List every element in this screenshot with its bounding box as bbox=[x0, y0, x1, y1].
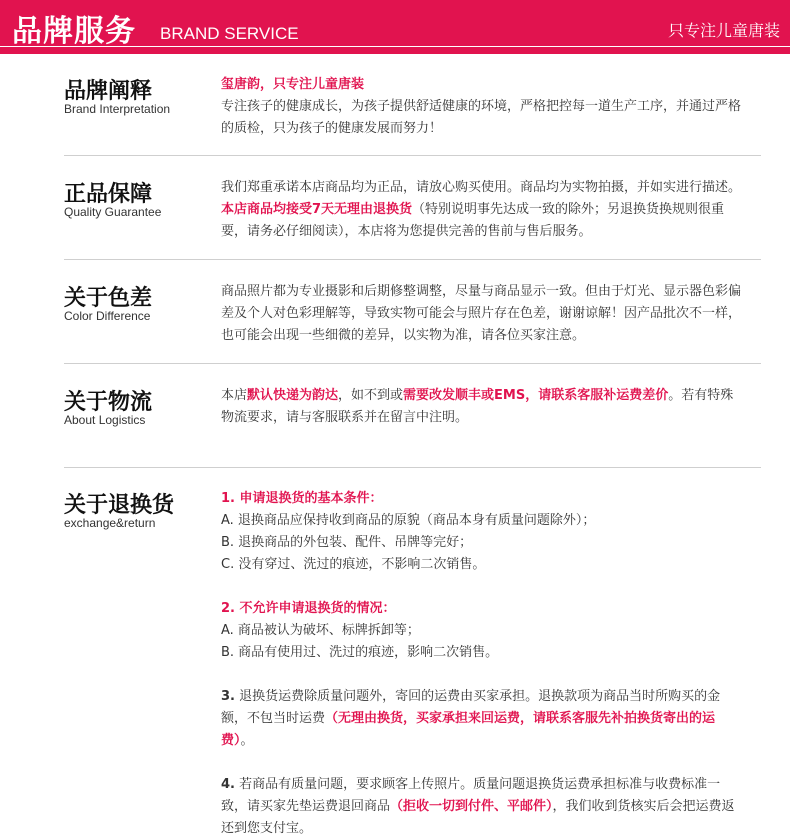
section-title: 正品保障 bbox=[64, 182, 153, 207]
section-body bbox=[221, 177, 741, 243]
exchange-item: A. 退换商品应保持收到商品的原貌（商品本身有质量问题除外）； bbox=[221, 513, 596, 528]
exchange-heading-1: 1. 申请退换货的基本条件： bbox=[221, 491, 383, 506]
quality-highlight: 本店商品均接受7天无理由退换货 bbox=[221, 202, 413, 217]
section-subtitle: Quality Guarantee bbox=[64, 205, 162, 219]
divider bbox=[64, 155, 761, 156]
logistics-highlight-1: 默认快递为韵达 bbox=[247, 388, 339, 403]
paragraph-highlight: （拒收一切到付件、平邮件） bbox=[390, 799, 553, 814]
section-logistics bbox=[64, 385, 761, 445]
section-body bbox=[221, 74, 741, 140]
exchange-item: A. 商品被认为破坏、标牌拆卸等； bbox=[221, 623, 420, 638]
section-body bbox=[221, 488, 741, 840]
paragraph-highlight: （无理由换货，买家承担来回运费，请联系客服先补拍换货寄出的运费） bbox=[221, 711, 716, 748]
banner-slogan: 只专注儿童唐装 bbox=[667, 21, 780, 40]
exchange-item: B. 商品有使用过、洗过的痕迹，影响二次销售。 bbox=[221, 645, 499, 660]
brand-headline: 玺唐韵，只专注儿童唐装 bbox=[221, 77, 365, 92]
section-subtitle: exchange&return bbox=[64, 516, 156, 530]
banner-inner bbox=[0, 0, 790, 47]
section-body bbox=[221, 385, 741, 429]
section-body: 商品照片都为专业摄影和后期修整调整，尽量与商品显示一致。但由于灯光、显示器色彩偏差及个人对色彩理解等，导致实物可能会与照片存在色差，谢谢谅解！因产品批次不一样，也可能会出现一些细微的差异，以实物为准，请各位买家注意。 bbox=[221, 284, 742, 343]
divider bbox=[64, 363, 761, 364]
section-color bbox=[64, 281, 761, 351]
section-quality bbox=[64, 177, 761, 247]
banner-title-cn: 品牌服务 bbox=[12, 14, 136, 49]
quality-text-2: （特别说明事先达成一致的除外；另退换货换规则很重要，请务必仔细阅读），本店将为您提供完善的售前与售后服务。 bbox=[221, 202, 725, 239]
section-title: 关于退换货 bbox=[64, 493, 175, 518]
exchange-paragraph-3 bbox=[221, 686, 741, 752]
logistics-text-2: ，如不到或 bbox=[338, 388, 404, 403]
exchange-item: B. 退换商品的外包装、配件、吊牌等完好； bbox=[221, 535, 473, 550]
paragraph-text: 若商品有质量问题，要求顾客上传照片。质量问题退换货运费承担标准与收费标准一致，请买家先垫运费退回商品 bbox=[221, 777, 721, 814]
section-title: 品牌阐释 bbox=[64, 79, 153, 104]
divider bbox=[64, 467, 761, 468]
section-brand bbox=[64, 74, 761, 144]
logistics-highlight-2: 需要改发顺丰或EMS，请联系客服补运费差价 bbox=[403, 388, 669, 403]
banner-title-en: BRAND SERVICE bbox=[160, 24, 299, 43]
logistics-text-1: 本店 bbox=[221, 388, 248, 403]
exchange-paragraph-4 bbox=[221, 774, 741, 840]
brand-text: 专注孩子的健康成长，为孩子提供舒适健康的环境，严格把控每一道生产工序，并通过严格的质检，只为孩子的健康发展而努力！ bbox=[221, 99, 742, 136]
exchange-heading-2: 2. 不允许申请退换货的情况： bbox=[221, 601, 396, 616]
section-subtitle: Color Difference bbox=[64, 309, 151, 323]
paragraph-end: ，我们收到货核实后会把运费返还到您支付宝。 bbox=[221, 799, 735, 836]
exchange-item: C. 没有穿过、洗过的痕迹，不影响二次销售。 bbox=[221, 557, 486, 572]
paragraph-text: 退换货运费除质量问题外，寄回的运费由买家承担。退换款项为商品当时所购买的金额，不包当时运费 bbox=[221, 689, 721, 726]
section-title: 关于色差 bbox=[64, 286, 153, 311]
logistics-text-3: 。若有特殊物流要求，请与客服联系并在留言中注明。 bbox=[221, 388, 734, 425]
header-banner bbox=[0, 0, 790, 54]
section-subtitle: Brand Interpretation bbox=[64, 102, 171, 116]
paragraph-end: 。 bbox=[240, 733, 254, 748]
paragraph-number: 3. bbox=[221, 689, 235, 704]
divider bbox=[64, 259, 761, 260]
section-subtitle: About Logistics bbox=[64, 413, 146, 427]
section-title: 关于物流 bbox=[64, 390, 153, 415]
quality-text-1: 我们郑重承诺本店商品均为正品，请放心购买使用。商品均为实物拍摄，并如实进行描述。 bbox=[221, 180, 742, 195]
section-exchange bbox=[64, 488, 761, 834]
paragraph-number: 4. bbox=[221, 777, 235, 792]
